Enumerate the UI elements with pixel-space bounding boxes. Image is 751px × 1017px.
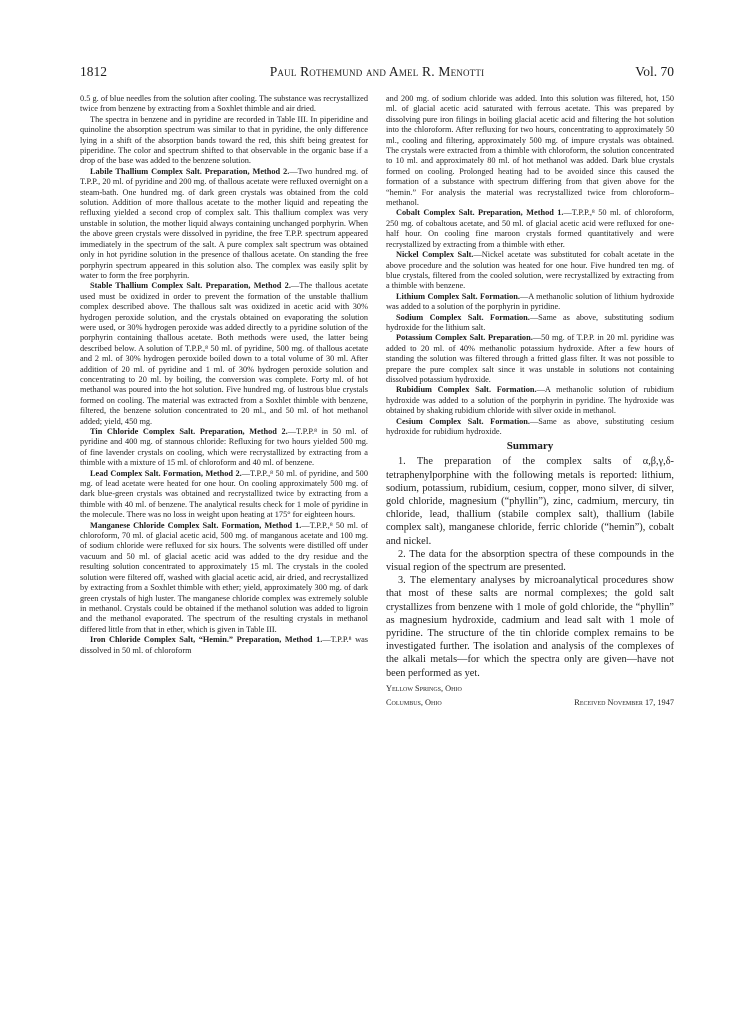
- paragraph-heading: Nickel Complex Salt.: [396, 250, 474, 260]
- paragraph: [80, 115, 368, 167]
- received-date: Received November 17, 1947: [574, 697, 674, 707]
- summary-title: Summary: [506, 440, 554, 453]
- paragraph-heading: Potassium Complex Salt. Preparation.: [396, 333, 533, 343]
- paragraph-heading: Iron Chloride Complex Salt, “Hemin.” Preparation, Method 1.: [90, 635, 323, 645]
- paragraph-heading: Cesium Complex Salt. Formation.: [396, 416, 530, 426]
- location-2: Columbus, Ohio: [386, 697, 442, 707]
- paragraph: [80, 281, 368, 427]
- paragraph: [80, 167, 368, 281]
- running-title: Paul Rothemund and Amel R. Menotti: [269, 64, 485, 79]
- paragraph-heading: Manganese Chloride Complex Salt. Formation, Method 1.: [90, 520, 302, 530]
- right-column-paragraphs: [386, 94, 674, 437]
- paragraph-text: —Nickel acetate was substituted for cobalt acetate in the above procedure and the solution was heated for one hour. Five hundred ten mg. of blue crystals, filtered from the cooled solution, were recrystallized by extracting from a thimble with benzene.: [386, 250, 674, 291]
- left-column: [80, 94, 368, 994]
- paragraph-text: —A methanolic solution of rubidium hydroxide was added to a solution of the porphyrin in pyridine. The hydroxide was obtained by shaking rubidium chloride with silver oxide in methanol.: [386, 385, 674, 416]
- summary-item: 1. The preparation of the complex salts of α,β,γ,δ-tetraphenylporphine with the following metals is reported: lithium, sodium, potassium, rubidium, cesium, copper, mono silver, di silver, gold chloride, magnesium (“phyllin”), zinc, cadmium, mercury, tin chloride, lead, thallium (stabile complex salt), thallium (labile complex salt), manganese chloride, ferric chloride (“hemin”), cobalt and nickel.: [386, 456, 674, 547]
- paragraph-heading: Lead Complex Salt. Formation, Method 2.: [90, 468, 242, 478]
- location-1: Yellow Springs, Ohio: [386, 683, 462, 693]
- page-header: [80, 64, 674, 84]
- paragraph: [386, 313, 674, 334]
- paragraph: [386, 333, 674, 385]
- paragraph-text: —T.P.P.⁸ was dissolved in 50 ml. of chloroform: [80, 635, 368, 655]
- paragraph-text: —The thallous acetate used must be oxidized in order to prevent the formation of the unstable thallium complex described above. The thallous salt was oxidized in acetic acid with 30% hydrogen peroxide solution, and the crystals obtained on evaporating the solution were used, or 30% hydrogen peroxide was added directly to a pyridine solution of the porphyrin containing thallous acetate. Both methods were used, the latter being described below. A solution of T.P.P.,⁸ 50 ml. of pyridine, 500 mg. of thallous acetate and 2 ml. of 30% hydrogen peroxide boiled down to a total volume of 30 ml. After addition of 20 ml. of pyridine and 1 ml. of 30% hydrogen peroxide solution and concentrating to 20 ml. by boiling, the conversion was complete. Forty ml. of hot methanol was poured into the hot solution. Five hundred mg. of lustrous blue crystals formed on cooling. The material was extracted from a Soxhlet thimble with benzene, filtered, the benzene solution concentrated to 20 ml., and 50 ml. of hot methanol added; yield, 450 mg.: [80, 281, 368, 426]
- paragraph: [80, 635, 368, 656]
- paragraph: [386, 208, 674, 250]
- paragraph-text: —50 mg. of T.P.P. in 20 ml. pyridine was added to 20 ml. of 40% methanolic potassium hydroxide. After a few hours of standing the solution was filtered through a fritted glass filter. It was not possible to prepare the pure complex salt since it was unstable in solutions not containing dissolved potassium hydroxide.: [386, 333, 674, 384]
- paragraph-text: —Same as above, substituting sodium hydroxide for the lithium salt.: [386, 312, 674, 332]
- right-column: [386, 94, 674, 994]
- paragraph-text: —A methanolic solution of lithium hydroxide was added to a solution of the porphyrin in pyridine.: [386, 291, 674, 312]
- paragraph: [386, 417, 674, 438]
- paragraph-heading: Labile Thallium Complex Salt. Preparation, Method 2.: [90, 166, 290, 176]
- paragraph-heading: Rubidium Complex Salt. Formation.: [396, 385, 537, 395]
- paragraph-text: —Two hundred mg. of T.P.P., 20 ml. of pyridine and 200 mg. of thallous acetate were refluxed overnight on a steam-bath. One hundred mg. of dark green crystals was obtained from the cold solution. Addition of more thallous acetate to the mother liquid and repeating the refluxing yielded a second crop of complex salt. This thallium complex was very unstable in solution, the mother liquid always containing unchanged porphyrin. When the above green crystals were dissolved in pyridine, the free T.P.P. spectrum appeared immediately in the spectrum of the salt. A pure complex salt spectrum was obtained only in hot pyridine solution in the presence of thallous acetate. On standing the free porphyrin spectrum appeared in this solution also. The complex was easily split by water to form the free porphyrin.: [80, 166, 368, 280]
- footer-row-1: [386, 684, 674, 698]
- paragraph-text: and 200 mg. of sodium chloride was added. Into this solution was filtered, hot, 150 ml. of glacial acetic acid saturated with ferrous acetate. This was prepared by dissolving pure iron filings in boiling glacial acetic acid and filtering the hot solution into the chloroform. After refluxing for two hours, concentrating to approximately 50 ml., cooling and filtering, approximately 500 mg. of impure crystals was obtained. The crystals were extracted from a thimble with chloroform, the solution concentrated to 10 ml. and approximately 80 ml. of hot methanol was added. Dark blue crystals formed on cooling. Prolonged heating had to be avoided since this caused the formation of a substance with spectrum differing from that given above for the “hemin.” For analysis the material was recrystallized twice from chloroform–methanol.: [386, 94, 674, 208]
- summary-section: [386, 439, 674, 679]
- paragraph-heading: Sodium Complex Salt. Formation.: [396, 312, 530, 322]
- page-number: 1812: [80, 64, 107, 79]
- paragraph: [386, 292, 674, 313]
- summary-item: 2. The data for the absorption spectra of these compounds in the visual region of the spectrum are presented.: [386, 548, 674, 574]
- volume-number: Vol. 70: [635, 64, 674, 79]
- paragraph-text: 0.5 g. of blue needles from the solution after cooling. The substance was recrystallized twice from benzene by extracting from a Soxhlet thimble and air dried.: [80, 94, 368, 114]
- paragraph-text: —T.P.P.⁸ in 50 ml. of pyridine and 400 mg. of stannous chloride: Refluxing for two hours yielded 500 mg. of fine lavender crystals on cooling, which were recrystallized by extracting from a thimble with a mixture of 15 ml. of chloroform and 40 ml. of benzene.: [80, 427, 368, 468]
- paragraph: [80, 521, 368, 635]
- paragraph: [80, 94, 368, 115]
- paragraph: [386, 250, 674, 292]
- paragraph: [80, 427, 368, 469]
- paragraph-text: —T.P.P.,⁸ 50 ml. of chloroform, 250 mg. of cobaltous acetate, and 50 ml. of glacial acetic acid were refluxed for one-half hour. On cooling fine maroon crystals formed quantitatively and were recrystallized by extracting from a thimble with ether.: [386, 208, 674, 249]
- paragraph-heading: Lithium Complex Salt. Formation.: [396, 291, 520, 301]
- paragraph: [386, 385, 674, 416]
- paragraph: [386, 94, 674, 208]
- paragraph: [80, 469, 368, 521]
- paragraph-text: —Same as above, substituting cesium hydroxide for rubidium hydroxide.: [386, 416, 674, 436]
- summary-item: 3. The elementary analyses by microanalytical procedures show that most of these salts are normal complexes; the gold salt crystallizes from benzene with 1 mole of gold chloride, the “phyllin” as magnesium hydroxide, cadmium and lead salt with 1 mole of pyridine. The structure of the tin chloride complex remains to be investigated further. The isolation and analysis of the complexes of the alkali metals—for which the spectra only are given—have not been performed as yet.: [386, 575, 674, 679]
- paragraph-heading: Cobalt Complex Salt. Preparation, Method 1.: [396, 208, 564, 218]
- paragraph-text: The spectra in benzene and in pyridine are recorded in Table III. In piperidine and quinoline the absorption spectrum was similar to that in pyridine, the only difference lying in a shift of the absorption bands toward the red, this shift being greatest for piperidine. The color and spectrum shifted to that observable in the organic base if a drop of the base was added to the benzene solution.: [80, 114, 368, 166]
- paragraph-heading: Stable Thallium Complex Salt. Preparation, Method 2.: [90, 281, 291, 291]
- summary-items: [386, 455, 674, 679]
- paragraph-text: —T.P.P.,⁸ 50 ml. of chloroform, 70 ml. of glacial acetic acid, 500 mg. of manganous acetate and 100 mg. of sodium chloride were refluxed for six hours. The solvents were distilled off under vacuum and 50 ml. of glacial acetic acid was added to the dry residue and the resulting solution concentrated to approximately 15 ml. The crystals in the cooled solution were filtered off, washed with glacial acetic acid, air dried, and recrystallized by extracting from a Soxhlet thimble with ether; yield, approximately 300 mg. of dark green crystals of high luster. The manganese chloride complex was extremely soluble in methanol. Crystals could be obtained if the methanol solution was added to ligroin and the methanol evaporated. The spectrum of the resulting crystals in methanol differed little from that in ether, which is given in Table III.: [80, 520, 368, 634]
- paragraph-text: —T.P.P.,⁸ 50 ml. of pyridine, and 500 mg. of lead acetate were heated for one hour. On cooling approximately 500 mg. of dark blue-green crystals was obtained and recrystallized twice by extracting from a thimble with 40 ml. of benzene. The analytical results check for 1 mole of pyridine in the molecule. There was no loss in weight upon heating at 175° for eighteen hours.: [80, 468, 368, 520]
- paragraph-heading: Tin Chloride Complex Salt. Preparation, Method 2.: [90, 427, 288, 436]
- footer-row-2: [386, 698, 674, 712]
